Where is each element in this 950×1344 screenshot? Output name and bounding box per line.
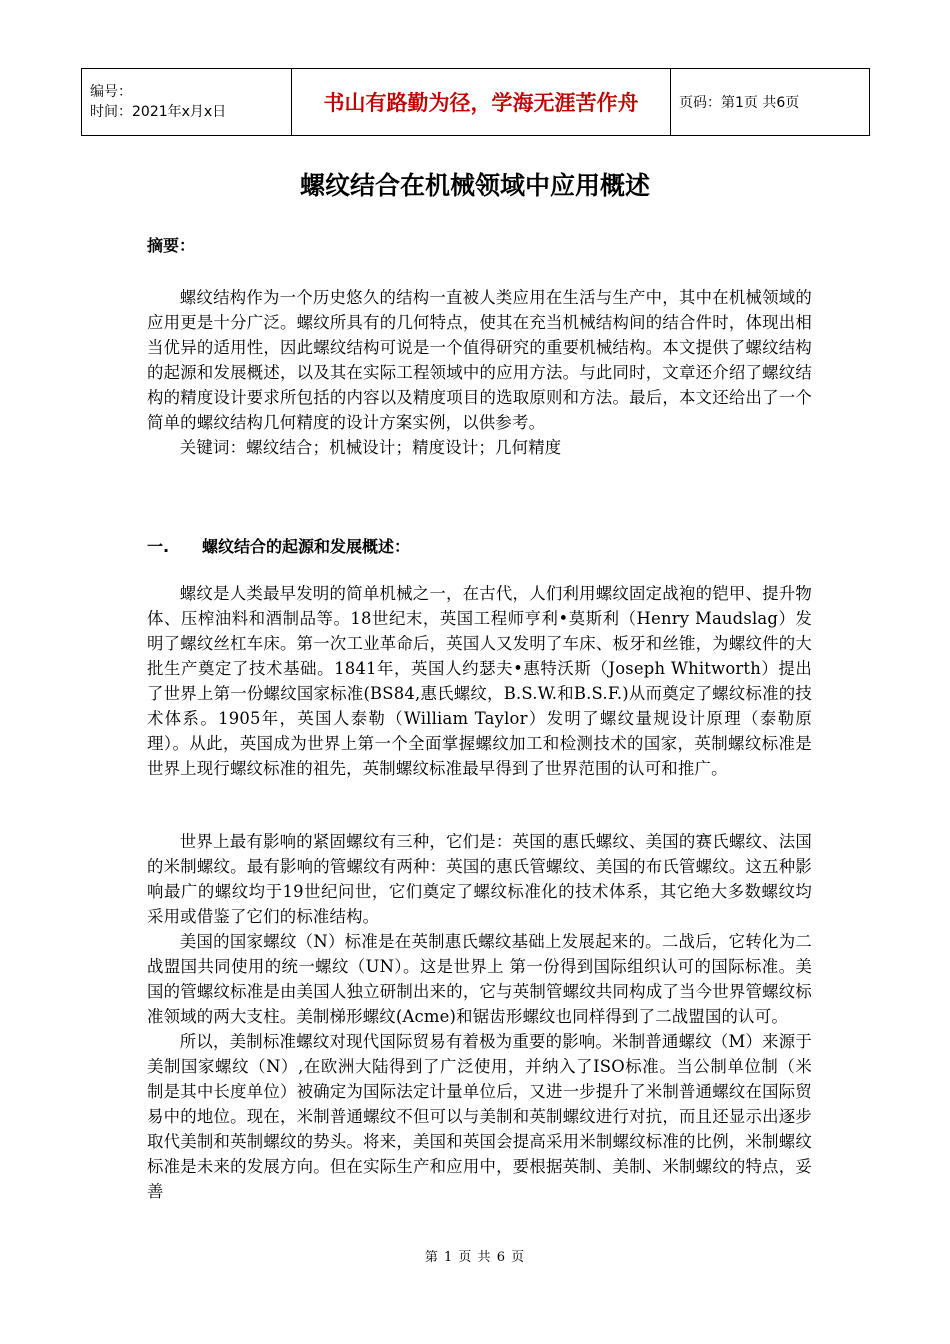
- document-header: [81, 68, 870, 136]
- body-paragraph: 螺纹是人类最早发明的简单机械之一，在古代，人们利用螺纹固定战袍的铠甲、提升物体、压榨油料和酒制品等。18世纪末，英国工程师亨利•莫斯利（Henry Maudslag）发明了螺纹丝杠车床。第一次工业革命后，英国人又发明了车床、板牙和丝锥，为螺纹件的大批生产奠定了技术基础。1841年，英国人约瑟夫•惠特沃斯（Joseph Whitworth）提出了世界上第一份螺纹国家标准(BS84,惠氏螺纹，B.S.W.和B.S.F.)从而奠定了螺纹标准的技术体系。1905年，英国人泰勒（William Taylor）发明了螺纹量规设计原理（泰勒原理）。从此，英国成为世界上第一个全面掌握螺纹加工和检测技术的国家，英制螺纹标准是世界上现行螺纹标准的祖先，英制螺纹标准最早得到了世界范围的认可和推广。: [147, 584, 812, 778]
- body-paragraph: 世界上最有影响的紧固螺纹有三种，它们是：英国的惠氏螺纹、美国的赛氏螺纹、法国的米制螺纹。最有影响的管螺纹有两种：英国的惠氏管螺纹、美国的布氏管螺纹。这五种影响最广的螺纹均于19世纪问世，它们奠定了螺纹标准化的技术体系，其它绝大多数螺纹均采用或借鉴了它们的标准结构。: [147, 832, 812, 926]
- section-body-part2: [147, 829, 812, 1204]
- keywords-line: 关键词：螺纹结合；机械设计；精度设计；几何精度: [179, 438, 562, 457]
- section-body-part1: [147, 581, 812, 781]
- document-title: 螺纹结合在机械领域中应用概述: [299, 171, 650, 200]
- document-number-label: 编号：: [90, 84, 132, 100]
- section-title: 螺纹结合的起源和发展概述：: [202, 537, 411, 556]
- abstract-label: 摘要：: [147, 236, 196, 255]
- header-meta: [82, 69, 292, 136]
- body-paragraph: 所以，美制标准螺纹对现代国际贸易有着极为重要的影响。米制普通螺纹（M）来源于美制国家螺纹（N）,在欧洲大陆得到了广泛使用，并纳入了ISO标准。当公制单位制（米制是其中长度单位）被确定为国际法定计量单位后，又进一步提升了米制普通螺纹在国际贸易中的地位。现在，米制普通螺纹不但可以与美制和英制螺纹进行对抗，而且还显示出逐步取代美制和英制螺纹的势头。将来，美国和英国会提高采用米制螺纹标准的比例，米制螺纹标准是未来的发展方向。但在实际生产和应用中，要根据英制、美制、米制螺纹的特点，妥善: [147, 1032, 812, 1201]
- body-paragraph: 美国的国家螺纹（N）标准是在英制惠氏螺纹基础上发展起来的。二战后，它转化为二战盟国共同使用的统一螺纹（UN）。这是世界上 第一份得到国际组织认可的国际标准。美国的管螺纹标准是由美国人独立研制出来的，它与英制管螺纹共同构成了当今世界管螺纹标准领域的两大支柱。美制梯形螺纹(Acme)和锯齿形螺纹也同样得到了二战盟国的认可。: [147, 932, 812, 1026]
- page-footer: 第 1 页 共 6 页: [424, 1250, 526, 1265]
- document-time: 时间：2021年x月x日: [90, 104, 227, 120]
- abstract-paragraph: 螺纹结构作为一个历史悠久的结构一直被人类应用在生活与生产中，其中在机械领域的应用更是十分广泛。螺纹所具有的几何特点，使其在充当机械结构间的结合件时，体现出相当优异的适用性，因此螺纹结构可说是一个值得研究的重要机械结构。本文提供了螺纹结构的起源和发展概述，以及其在实际工程领域中的应用方法。与此同时，文章还介绍了螺纹结构的精度设计要求所包括的内容以及精度项目的选取原则和方法。最后，本文还给出了一个简单的螺纹结构几何精度的设计方案实例，以供参考。: [147, 288, 812, 432]
- section-number: 一.: [147, 537, 170, 556]
- header-page-info: 页码：第1页 共6页: [671, 69, 870, 136]
- header-motto: 书山有路勤为径，学海无涯苦作舟: [292, 69, 671, 136]
- abstract-section: [147, 285, 812, 460]
- section-heading: [147, 534, 410, 557]
